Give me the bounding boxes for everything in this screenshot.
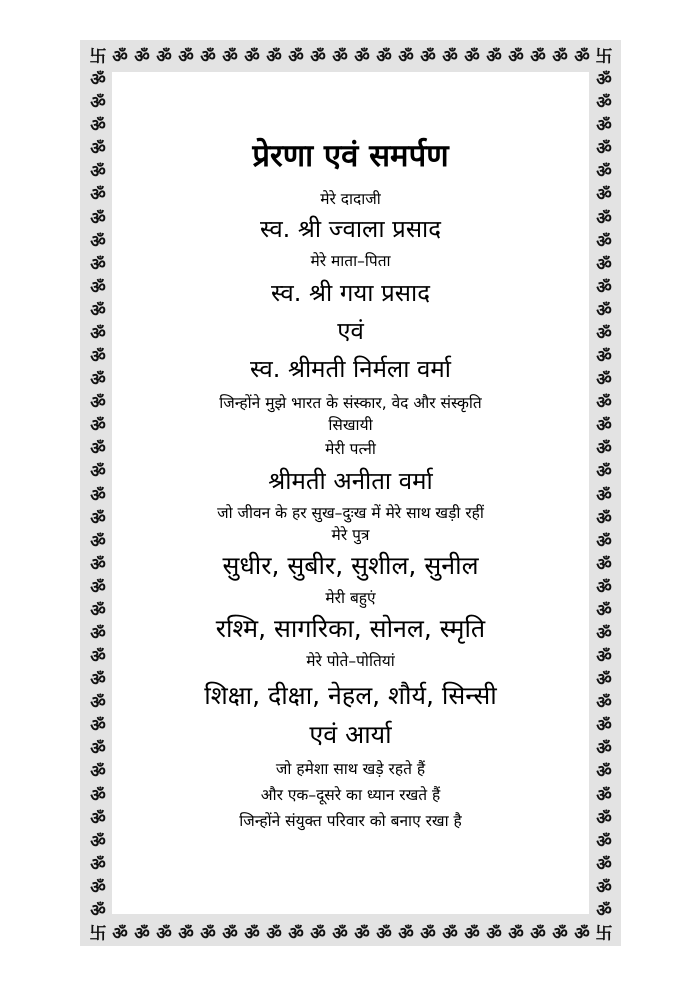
om-symbol-icon: ॐ (398, 47, 414, 67)
om-symbol-icon: ॐ (90, 785, 106, 806)
om-symbol-icon: ॐ (178, 924, 194, 944)
swastika-corner-icon: 卐 (595, 47, 613, 67)
om-symbol-icon: ॐ (596, 370, 612, 391)
dedication-line: रश्मि, सागरिका, सोनल, स्मृति (215, 614, 486, 643)
om-symbol-icon: ॐ (90, 693, 106, 714)
dedication-line: मेरी बहुएं (325, 589, 376, 607)
om-symbol-icon: ॐ (244, 47, 260, 67)
om-symbol-icon: ॐ (332, 47, 348, 67)
om-symbol-icon: ॐ (552, 924, 568, 944)
om-symbol-icon: ॐ (90, 485, 106, 506)
om-symbol-icon: ॐ (156, 47, 172, 67)
om-symbol-icon: ॐ (200, 47, 216, 67)
om-symbol-icon: ॐ (596, 600, 612, 621)
om-symbol-icon: ॐ (596, 739, 612, 760)
om-symbol-icon: ॐ (90, 739, 106, 760)
om-symbol-icon: ॐ (134, 924, 150, 944)
om-symbol-icon: ॐ (596, 462, 612, 483)
om-symbol-icon: ॐ (90, 554, 106, 575)
om-symbol-icon: ॐ (90, 900, 106, 921)
om-symbol-icon: ॐ (464, 924, 480, 944)
om-symbol-icon: ॐ (596, 277, 612, 298)
om-symbol-icon: ॐ (222, 47, 238, 67)
om-symbol-icon: ॐ (420, 924, 436, 944)
om-symbol-icon: ॐ (552, 47, 568, 67)
om-symbol-icon: ॐ (420, 47, 436, 67)
om-symbol-icon: ॐ (596, 785, 612, 806)
om-symbol-icon: ॐ (464, 47, 480, 67)
om-symbol-icon: ॐ (596, 416, 612, 437)
om-symbol-icon: ॐ (90, 508, 106, 529)
dedication-line: मेरी पत्नी (325, 440, 376, 458)
dedication-line: स्व. श्री गया प्रसाद (271, 279, 430, 307)
om-symbol-icon: ॐ (596, 716, 612, 737)
om-symbol-icon: ॐ (596, 647, 612, 668)
om-symbol-icon: ॐ (596, 877, 612, 898)
om-symbol-icon: ॐ (200, 924, 216, 944)
dedication-line: एवं आर्या (309, 720, 392, 749)
dedication-line: जो जीवन के हर सुख–दुःख में मेरे साथ खड़ी रहीं (217, 504, 484, 522)
dedication-line: और एक–दूसरे का ध्यान रखते हैं (260, 786, 441, 804)
om-symbol-icon: ॐ (90, 416, 106, 437)
om-symbol-icon: ॐ (530, 924, 546, 944)
om-symbol-icon: ॐ (574, 924, 590, 944)
swastika-corner-icon: 卐 (89, 924, 107, 944)
om-symbol-icon: ॐ (596, 531, 612, 552)
om-symbol-icon: ॐ (266, 924, 282, 944)
om-symbol-icon: ॐ (596, 439, 612, 460)
om-symbol-icon: ॐ (90, 116, 106, 137)
om-symbol-icon: ॐ (288, 924, 304, 944)
dedication-line: स्व. श्री ज्वाला प्रसाद (259, 215, 442, 243)
swastika-corner-icon: 卐 (89, 47, 107, 67)
dedication-line: सुधीर, सुबीर, सुशील, सुनील (222, 551, 479, 580)
om-symbol-icon: ॐ (596, 116, 612, 137)
om-symbol-icon: ॐ (266, 47, 282, 67)
dedication-line: जो हमेशा साथ खड़े रहते हैं (275, 760, 426, 778)
om-symbol-icon: ॐ (310, 47, 326, 67)
om-symbol-icon: ॐ (596, 323, 612, 344)
om-symbol-icon: ॐ (596, 623, 612, 644)
om-symbol-icon: ॐ (398, 924, 414, 944)
dedication-line: जिन्होंने संयुक्त परिवार को बनाए रखा है (239, 812, 462, 830)
om-symbol-icon: ॐ (90, 162, 106, 183)
om-symbol-icon: ॐ (596, 231, 612, 252)
om-symbol-icon: ॐ (596, 670, 612, 691)
om-symbol-icon: ॐ (90, 347, 106, 368)
om-symbol-icon: ॐ (596, 254, 612, 275)
om-symbol-icon: ॐ (134, 47, 150, 67)
om-symbol-icon: ॐ (376, 924, 392, 944)
om-symbol-icon: ॐ (596, 900, 612, 921)
om-symbol-icon: ॐ (90, 762, 106, 783)
dedication-lines (112, 188, 589, 832)
dedication-line: श्रीमती अनीता वर्मा (268, 467, 433, 495)
swastika-corner-icon: 卐 (595, 924, 613, 944)
om-symbol-icon: ॐ (244, 924, 260, 944)
dedication-content (112, 72, 589, 832)
om-symbol-icon: ॐ (442, 47, 458, 67)
dedication-line: मेरे पुत्र (331, 526, 370, 544)
om-symbol-icon: ॐ (508, 924, 524, 944)
om-symbol-icon: ॐ (596, 693, 612, 714)
om-symbol-icon: ॐ (90, 393, 106, 414)
om-symbol-icon: ॐ (90, 323, 106, 344)
om-symbol-icon: ॐ (90, 854, 106, 875)
om-symbol-icon: ॐ (486, 47, 502, 67)
om-symbol-icon: ॐ (354, 924, 370, 944)
om-symbol-icon: ॐ (90, 254, 106, 275)
om-symbol-icon: ॐ (596, 393, 612, 414)
om-symbol-icon: ॐ (90, 531, 106, 552)
om-symbol-icon: ॐ (596, 762, 612, 783)
om-symbol-icon: ॐ (178, 47, 194, 67)
om-symbol-icon: ॐ (376, 47, 392, 67)
dedication-line: स्व. श्रीमती निर्मला वर्मा (250, 355, 451, 383)
om-symbol-icon: ॐ (90, 208, 106, 229)
om-symbol-icon: ॐ (90, 185, 106, 206)
dedication-line: सिखायी (328, 416, 373, 434)
om-symbol-icon: ॐ (90, 370, 106, 391)
om-symbol-icon: ॐ (90, 831, 106, 852)
om-symbol-icon: ॐ (288, 47, 304, 67)
om-symbol-icon: ॐ (90, 716, 106, 737)
om-symbol-icon: ॐ (90, 70, 106, 91)
om-symbol-icon: ॐ (90, 577, 106, 598)
dedication-line: एवं (337, 317, 364, 345)
om-symbol-icon: ॐ (596, 185, 612, 206)
om-symbol-icon: ॐ (596, 208, 612, 229)
om-symbol-icon: ॐ (596, 854, 612, 875)
dedication-line: मेरे माता–पिता (310, 252, 391, 270)
om-symbol-icon: ॐ (596, 577, 612, 598)
om-symbol-icon: ॐ (90, 277, 106, 298)
om-symbol-icon: ॐ (112, 924, 128, 944)
om-symbol-icon: ॐ (90, 231, 106, 252)
dedication-line: जिन्होंने मुझे भारत के संस्कार, वेद और संस्कृति (219, 394, 482, 412)
om-symbol-icon: ॐ (596, 554, 612, 575)
om-symbol-icon: ॐ (596, 139, 612, 160)
om-symbol-icon: ॐ (90, 600, 106, 621)
om-symbol-icon: ॐ (90, 670, 106, 691)
om-symbol-icon: ॐ (90, 139, 106, 160)
om-symbol-icon: ॐ (90, 647, 106, 668)
om-symbol-icon: ॐ (508, 47, 524, 67)
om-symbol-icon: ॐ (90, 623, 106, 644)
om-symbol-icon: ॐ (354, 47, 370, 67)
om-symbol-icon: ॐ (90, 462, 106, 483)
om-symbol-icon: ॐ (596, 300, 612, 321)
dedication-line: शिक्षा, दीक्षा, नेहल, शौर्य, सिन्सी (204, 681, 497, 710)
om-symbol-icon: ॐ (486, 924, 502, 944)
om-symbol-icon: ॐ (574, 47, 590, 67)
om-symbol-icon: ॐ (596, 808, 612, 829)
om-symbol-icon: ॐ (596, 347, 612, 368)
om-symbol-icon: ॐ (442, 924, 458, 944)
om-symbol-icon: ॐ (596, 508, 612, 529)
page-title: प्रेरणा एवं समर्पण (252, 138, 449, 174)
om-symbol-icon: ॐ (530, 47, 546, 67)
om-symbol-icon: ॐ (90, 93, 106, 114)
om-symbol-icon: ॐ (596, 831, 612, 852)
om-symbol-icon: ॐ (156, 924, 172, 944)
om-symbol-icon: ॐ (90, 300, 106, 321)
om-symbol-icon: ॐ (112, 47, 128, 67)
dedication-line: मेरे पोते–पोतियां (306, 652, 395, 670)
om-symbol-icon: ॐ (596, 70, 612, 91)
om-symbol-icon: ॐ (332, 924, 348, 944)
om-symbol-icon: ॐ (596, 93, 612, 114)
om-symbol-icon: ॐ (90, 439, 106, 460)
om-symbol-icon: ॐ (596, 162, 612, 183)
om-symbol-icon: ॐ (596, 485, 612, 506)
dedication-line: मेरे दादाजी (320, 190, 381, 208)
om-symbol-icon: ॐ (90, 877, 106, 898)
om-symbol-icon: ॐ (90, 808, 106, 829)
om-symbol-icon: ॐ (222, 924, 238, 944)
om-symbol-icon: ॐ (310, 924, 326, 944)
